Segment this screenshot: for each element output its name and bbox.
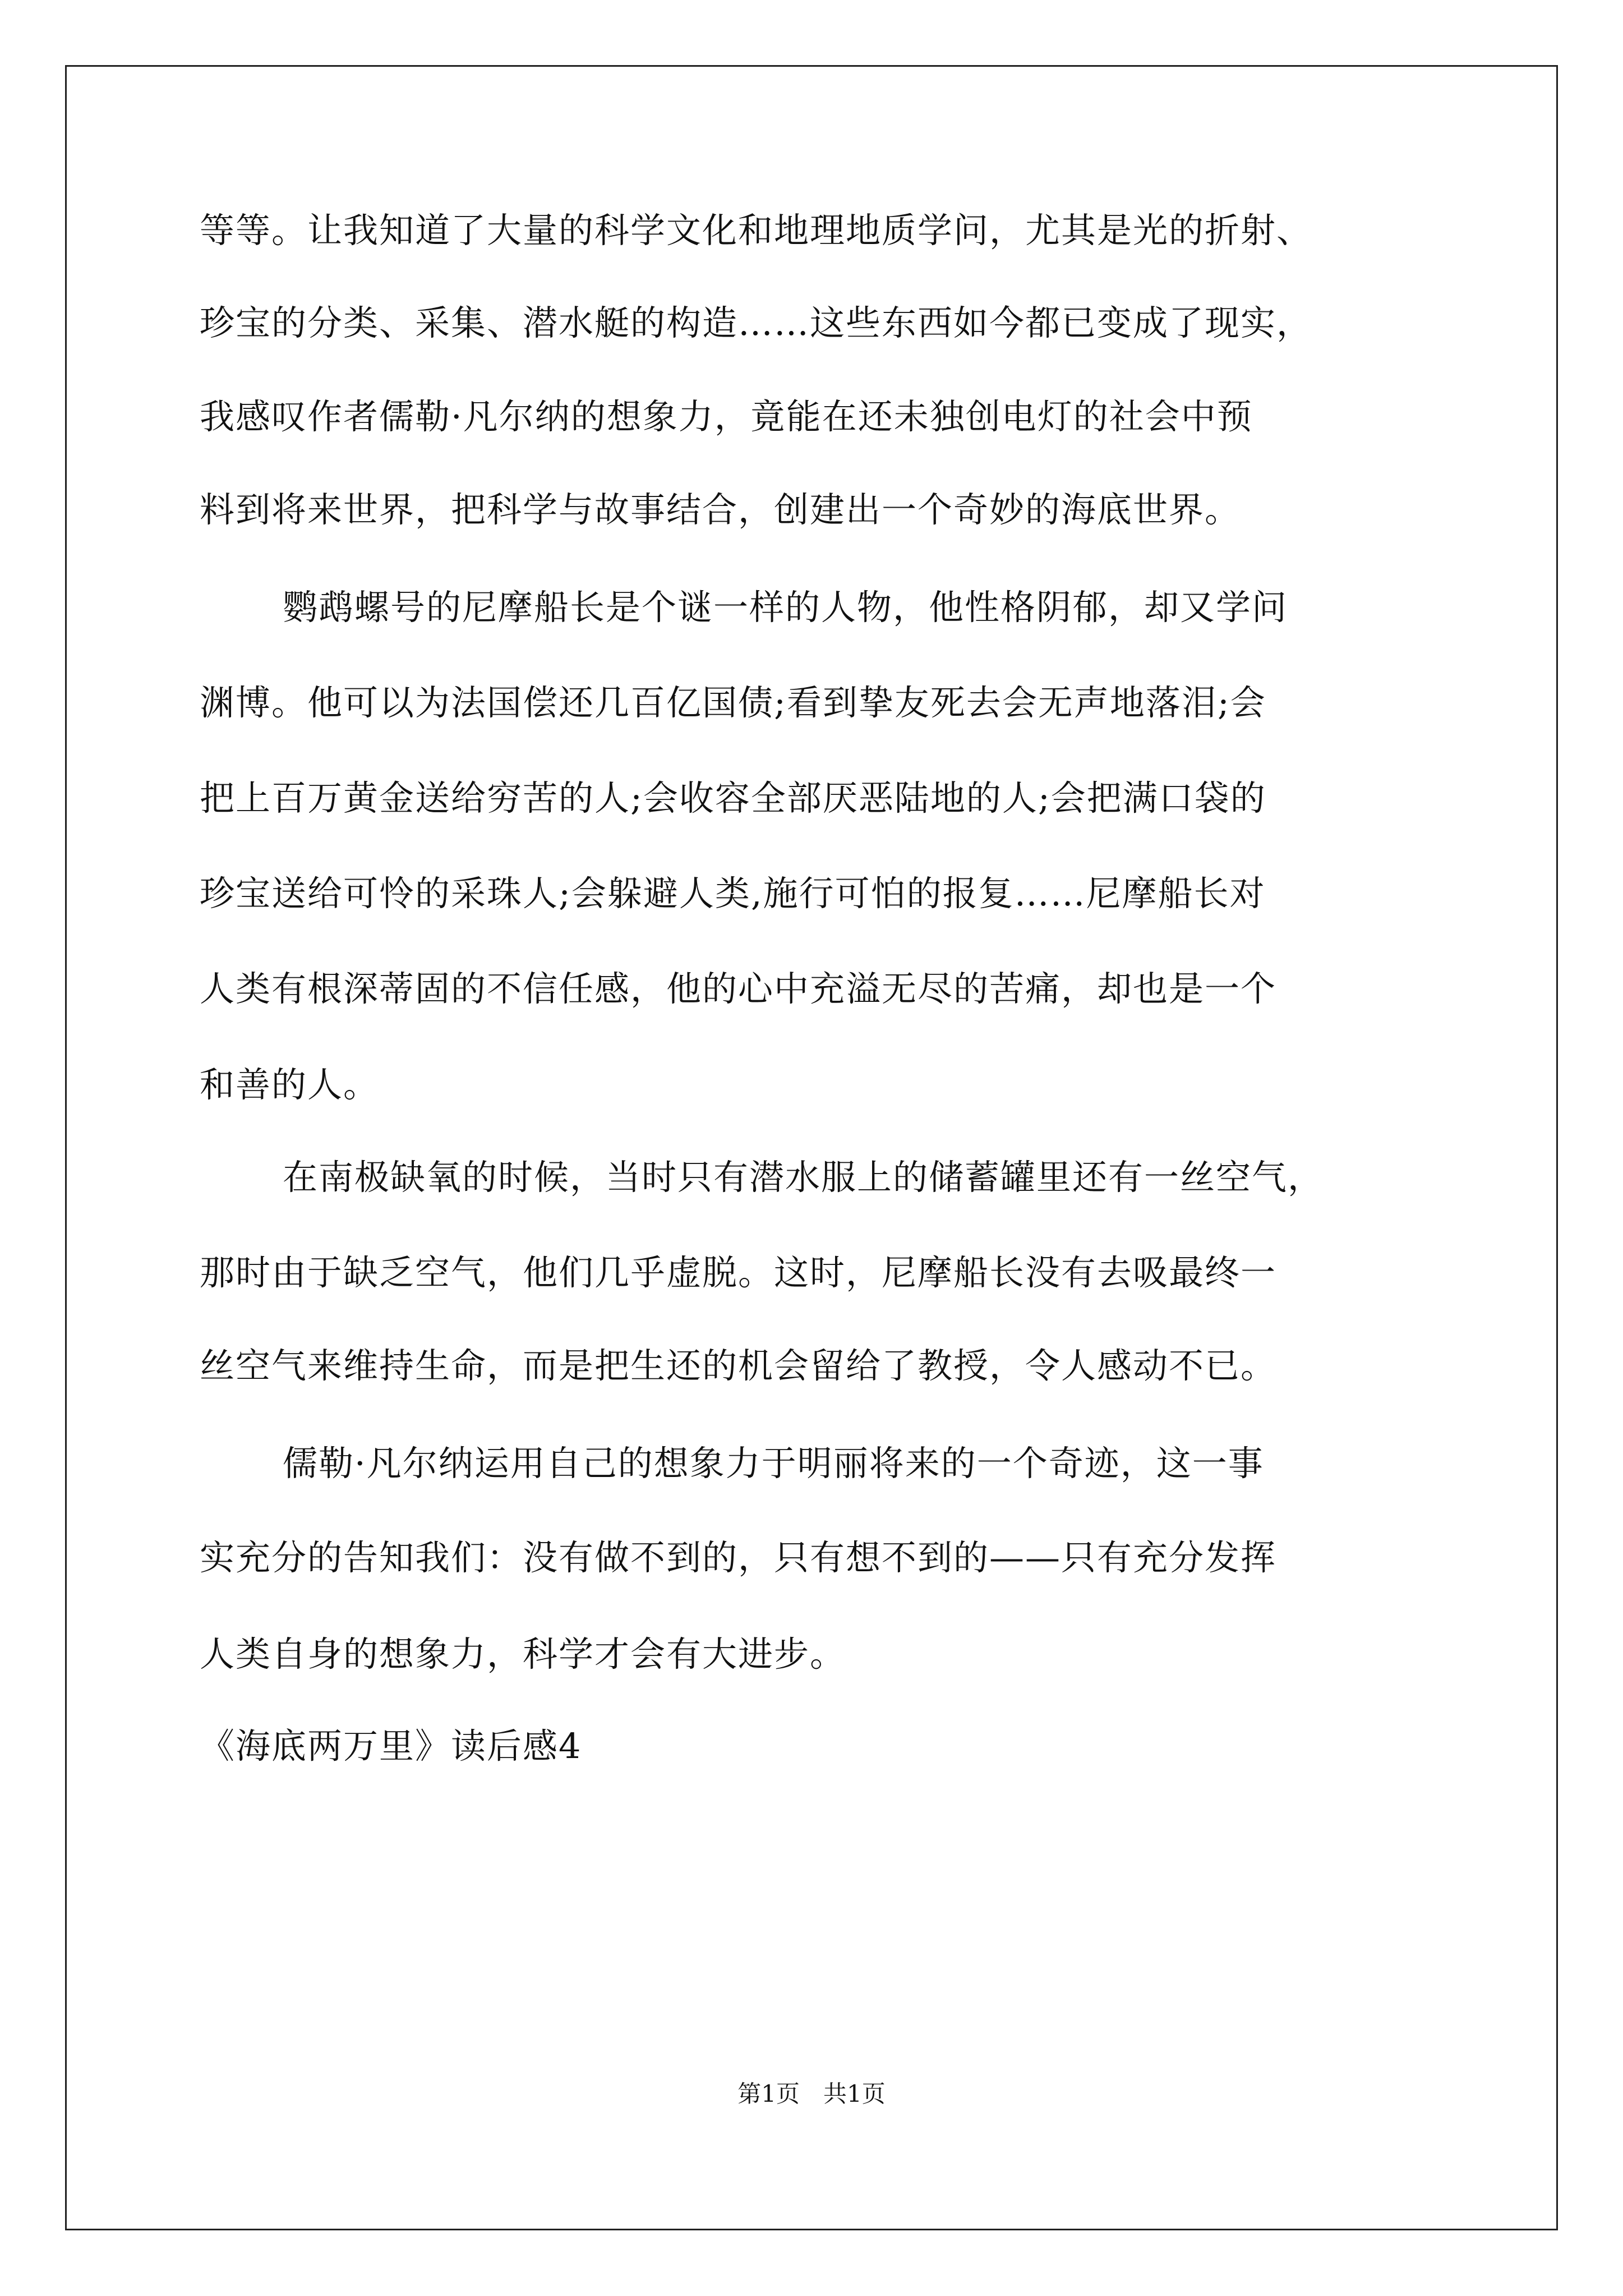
text-line: 等等。让我知道了大量的科学文化和地理地质学问，尤其是光的折射、 bbox=[200, 210, 1313, 251]
text-line: 人类有根深蒂固的不信任感，他的心中充溢无尽的苦痛，却也是一个 bbox=[200, 968, 1277, 1009]
text-line: 我感叹作者儒勒·凡尔纳的想象力，竟能在还未独创电灯的社会中预 bbox=[200, 396, 1253, 437]
paragraph-start-line: 儒勒·凡尔纳运用自己的想象力于明丽将来的一个奇迹，这一事 bbox=[283, 1443, 1264, 1484]
text-line: 珍宝送给可怜的采珠人;会躲避人类,施行可怕的报复……尼摩船长对 bbox=[200, 873, 1266, 914]
text-line: 珍宝的分类、采集、潜水艇的构造……这些东西如今都已变成了现实， bbox=[200, 302, 1313, 343]
text-line: 实充分的告知我们：没有做不到的，只有想不到的——只有充分发挥 bbox=[200, 1537, 1277, 1578]
paragraph-start-line: 在南极缺氧的时候，当时只有潜水服上的储蓄罐里还有一丝空气， bbox=[283, 1157, 1324, 1198]
page-border bbox=[65, 65, 1558, 2230]
text-line: 把上百万黄金送给穷苦的人;会收容全部厌恶陆地的人;会把满口袋的 bbox=[200, 777, 1266, 818]
text-line: 那时由于缺乏空气，他们几乎虚脱。这时，尼摩船长没有去吸最终一 bbox=[200, 1252, 1277, 1293]
page-footer: 第1页 共1页 bbox=[737, 2080, 886, 2108]
text-line: 料到将来世界，把科学与故事结合，创建出一个奇妙的海底世界。 bbox=[200, 489, 1241, 530]
text-line: 渊博。他可以为法国偿还几百亿国债;看到挚友死去会无声地落泪;会 bbox=[200, 682, 1266, 723]
section-title: 《海底两万里》读后感4 bbox=[200, 1726, 582, 1766]
text-line: 和善的人。 bbox=[200, 1064, 380, 1105]
text-line: 丝空气来维持生命，而是把生还的机会留给了教授，令人感动不已。 bbox=[200, 1345, 1277, 1386]
paragraph-start-line: 鹦鹉螺号的尼摩船长是个谜一样的人物，他性格阴郁，却又学问 bbox=[283, 587, 1288, 628]
text-line: 人类自身的想象力，科学才会有大进步。 bbox=[200, 1634, 846, 1674]
